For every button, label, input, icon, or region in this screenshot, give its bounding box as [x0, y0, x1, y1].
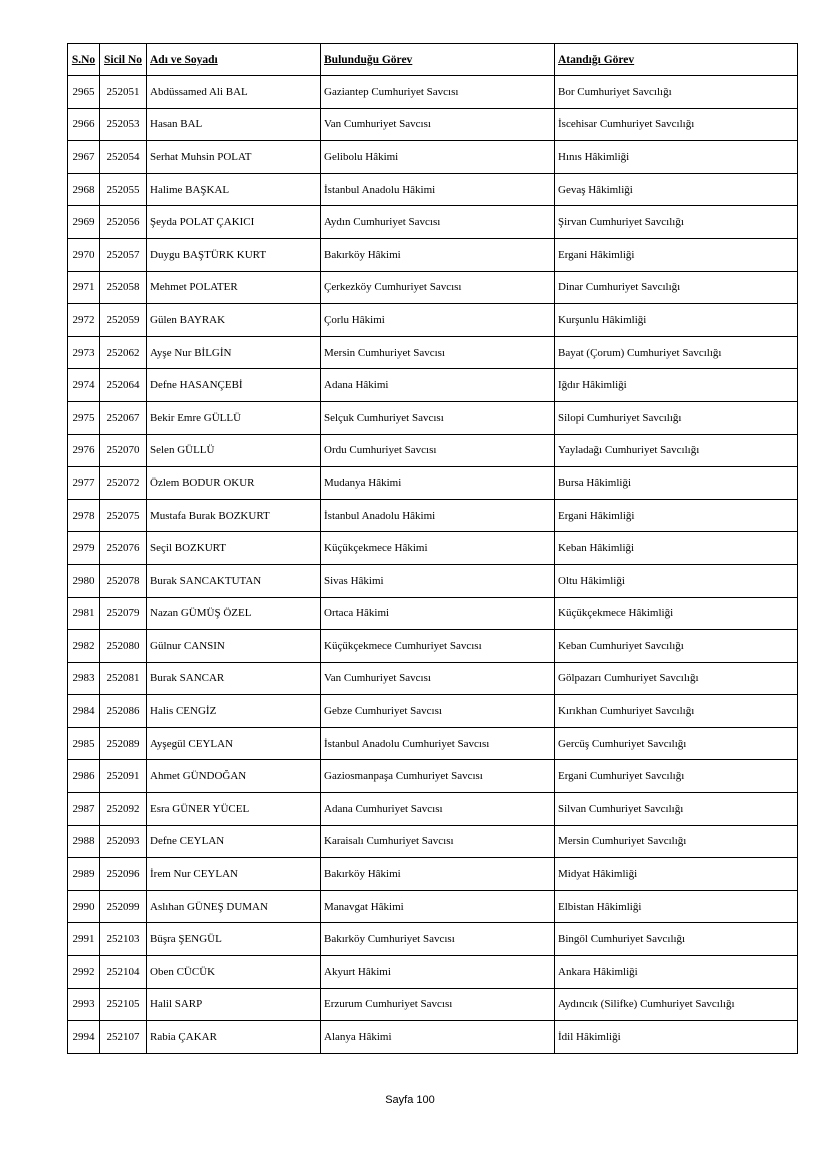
table-row — [68, 890, 798, 923]
cell-current-duty: Bakırköy Hâkimi — [321, 238, 555, 271]
cell-assigned-duty: Silopi Cumhuriyet Savcılığı — [555, 401, 798, 434]
cell-assigned-duty: Midyat Hâkimliği — [555, 858, 798, 891]
cell-name: İrem Nur CEYLAN — [147, 858, 321, 891]
cell-sno: 2979 — [68, 532, 100, 565]
table-row — [68, 695, 798, 728]
cell-sno: 2974 — [68, 369, 100, 402]
cell-current-duty: Adana Hâkimi — [321, 369, 555, 402]
cell-sicil: 252107 — [100, 1021, 147, 1054]
page-number: Sayfa 100 — [385, 1094, 435, 1106]
cell-current-duty: Van Cumhuriyet Savcısı — [321, 108, 555, 141]
table-row — [68, 401, 798, 434]
cell-sicil: 252081 — [100, 662, 147, 695]
cell-name: Halime BAŞKAL — [147, 173, 321, 206]
cell-current-duty: Ordu Cumhuriyet Savcısı — [321, 434, 555, 467]
cell-sicil: 252099 — [100, 890, 147, 923]
cell-sicil: 252051 — [100, 76, 147, 109]
table-row — [68, 988, 798, 1021]
table-row — [68, 1021, 798, 1054]
cell-sicil: 252055 — [100, 173, 147, 206]
cell-current-duty: Adana Cumhuriyet Savcısı — [321, 793, 555, 826]
table-row — [68, 206, 798, 239]
cell-assigned-duty: Bingöl Cumhuriyet Savcılığı — [555, 923, 798, 956]
cell-name: Burak SANCAKTUTAN — [147, 564, 321, 597]
cell-sno: 2987 — [68, 793, 100, 826]
cell-assigned-duty: İdil Hâkimliği — [555, 1021, 798, 1054]
table-row — [68, 727, 798, 760]
cell-sno: 2984 — [68, 695, 100, 728]
cell-current-duty: Karaisalı Cumhuriyet Savcısı — [321, 825, 555, 858]
cell-assigned-duty: Bor Cumhuriyet Savcılığı — [555, 76, 798, 109]
cell-current-duty: Çorlu Hâkimi — [321, 304, 555, 337]
table-row — [68, 564, 798, 597]
cell-current-duty: Erzurum Cumhuriyet Savcısı — [321, 988, 555, 1021]
header-current-duty: Bulunduğu Görev — [321, 44, 555, 76]
cell-sicil: 252096 — [100, 858, 147, 891]
cell-sicil: 252091 — [100, 760, 147, 793]
table-row — [68, 662, 798, 695]
cell-assigned-duty: Kurşunlu Hâkimliği — [555, 304, 798, 337]
table-row — [68, 238, 798, 271]
table-row — [68, 630, 798, 663]
table-row — [68, 858, 798, 891]
table-row — [68, 304, 798, 337]
cell-current-duty: Sivas Hâkimi — [321, 564, 555, 597]
cell-current-duty: Selçuk Cumhuriyet Savcısı — [321, 401, 555, 434]
cell-name: Halis CENGİZ — [147, 695, 321, 728]
cell-assigned-duty: Gevaş Hâkimliği — [555, 173, 798, 206]
cell-current-duty: Alanya Hâkimi — [321, 1021, 555, 1054]
table-row — [68, 956, 798, 989]
table-row — [68, 271, 798, 304]
cell-name: Abdüssamed Ali BAL — [147, 76, 321, 109]
cell-name: Nazan GÜMÜŞ ÖZEL — [147, 597, 321, 630]
cell-name: Gülen BAYRAK — [147, 304, 321, 337]
table-row — [68, 141, 798, 174]
cell-name: Mehmet POLATER — [147, 271, 321, 304]
cell-current-duty: Çerkezköy Cumhuriyet Savcısı — [321, 271, 555, 304]
header-sno: S.No — [68, 44, 100, 76]
cell-assigned-duty: Keban Hâkimliği — [555, 532, 798, 565]
cell-name: Özlem BODUR OKUR — [147, 467, 321, 500]
cell-assigned-duty: Bursa Hâkimliği — [555, 467, 798, 500]
cell-sicil: 252070 — [100, 434, 147, 467]
cell-sno: 2982 — [68, 630, 100, 663]
cell-name: Defne CEYLAN — [147, 825, 321, 858]
cell-sicil: 252105 — [100, 988, 147, 1021]
cell-sicil: 252092 — [100, 793, 147, 826]
cell-sno: 2973 — [68, 336, 100, 369]
cell-sicil: 252058 — [100, 271, 147, 304]
cell-assigned-duty: Küçükçekmece Hâkimliği — [555, 597, 798, 630]
cell-name: Seçil BOZKURT — [147, 532, 321, 565]
table-row — [68, 434, 798, 467]
cell-sno: 2970 — [68, 238, 100, 271]
header-sicil: Sicil No — [100, 44, 147, 76]
cell-name: Mustafa Burak BOZKURT — [147, 499, 321, 532]
cell-name: Serhat Muhsin POLAT — [147, 141, 321, 174]
cell-assigned-duty: Aydıncık (Silifke) Cumhuriyet Savcılığı — [555, 988, 798, 1021]
cell-assigned-duty: Hınıs Hâkimliği — [555, 141, 798, 174]
cell-assigned-duty: Ergani Cumhuriyet Savcılığı — [555, 760, 798, 793]
table-header-row — [68, 44, 798, 76]
cell-sno: 2983 — [68, 662, 100, 695]
cell-sicil: 252078 — [100, 564, 147, 597]
cell-name: Aslıhan GÜNEŞ DUMAN — [147, 890, 321, 923]
cell-name: Ayşe Nur BİLGİN — [147, 336, 321, 369]
cell-name: Selen GÜLLÜ — [147, 434, 321, 467]
cell-sicil: 252075 — [100, 499, 147, 532]
cell-assigned-duty: Mersin Cumhuriyet Savcılığı — [555, 825, 798, 858]
table-row — [68, 793, 798, 826]
cell-assigned-duty: Şirvan Cumhuriyet Savcılığı — [555, 206, 798, 239]
cell-current-duty: Gelibolu Hâkimi — [321, 141, 555, 174]
cell-name: Ayşegül CEYLAN — [147, 727, 321, 760]
cell-assigned-duty: Iğdır Hâkimliği — [555, 369, 798, 402]
cell-sicil: 252064 — [100, 369, 147, 402]
cell-sicil: 252103 — [100, 923, 147, 956]
assignment-table — [67, 43, 798, 1054]
table-row — [68, 825, 798, 858]
cell-current-duty: Ortaca Hâkimi — [321, 597, 555, 630]
header-name: Adı ve Soyadı — [147, 44, 321, 76]
cell-name: Bekir Emre GÜLLÜ — [147, 401, 321, 434]
cell-assigned-duty: Gölpazarı Cumhuriyet Savcılığı — [555, 662, 798, 695]
cell-sno: 2966 — [68, 108, 100, 141]
table-row — [68, 760, 798, 793]
cell-name: Hasan BAL — [147, 108, 321, 141]
cell-current-duty: Küçükçekmece Hâkimi — [321, 532, 555, 565]
cell-sno: 2990 — [68, 890, 100, 923]
cell-sno: 2975 — [68, 401, 100, 434]
cell-sicil: 252067 — [100, 401, 147, 434]
cell-sicil: 252080 — [100, 630, 147, 663]
cell-assigned-duty: Keban Cumhuriyet Savcılığı — [555, 630, 798, 663]
table-row — [68, 76, 798, 109]
cell-assigned-duty: Ergani Hâkimliği — [555, 238, 798, 271]
cell-sicil: 252104 — [100, 956, 147, 989]
table-row — [68, 336, 798, 369]
cell-current-duty: Gaziosmanpaşa Cumhuriyet Savcısı — [321, 760, 555, 793]
cell-name: Ahmet GÜNDOĞAN — [147, 760, 321, 793]
table-row — [68, 108, 798, 141]
cell-current-duty: Küçükçekmece Cumhuriyet Savcısı — [321, 630, 555, 663]
cell-sicil: 252093 — [100, 825, 147, 858]
cell-current-duty: İstanbul Anadolu Hâkimi — [321, 173, 555, 206]
cell-assigned-duty: Elbistan Hâkimliği — [555, 890, 798, 923]
cell-sicil: 252062 — [100, 336, 147, 369]
cell-sicil: 252057 — [100, 238, 147, 271]
cell-name: Duygu BAŞTÜRK KURT — [147, 238, 321, 271]
cell-sicil: 252076 — [100, 532, 147, 565]
cell-assigned-duty: Yayladağı Cumhuriyet Savcılığı — [555, 434, 798, 467]
cell-sno: 2989 — [68, 858, 100, 891]
cell-name: Burak SANCAR — [147, 662, 321, 695]
header-assigned-duty: Atandığı Görev — [555, 44, 798, 76]
cell-sno: 2986 — [68, 760, 100, 793]
cell-sno: 2993 — [68, 988, 100, 1021]
cell-sno: 2988 — [68, 825, 100, 858]
cell-name: Şeyda POLAT ÇAKICI — [147, 206, 321, 239]
cell-current-duty: Gaziantep Cumhuriyet Savcısı — [321, 76, 555, 109]
table-row — [68, 369, 798, 402]
cell-sno: 2968 — [68, 173, 100, 206]
cell-assigned-duty: Gercüş Cumhuriyet Savcılığı — [555, 727, 798, 760]
cell-name: Defne HASANÇEBİ — [147, 369, 321, 402]
cell-assigned-duty: Dinar Cumhuriyet Savcılığı — [555, 271, 798, 304]
cell-sno: 2994 — [68, 1021, 100, 1054]
cell-assigned-duty: Kırıkhan Cumhuriyet Savcılığı — [555, 695, 798, 728]
cell-assigned-duty: Silvan Cumhuriyet Savcılığı — [555, 793, 798, 826]
cell-sno: 2965 — [68, 76, 100, 109]
cell-current-duty: Manavgat Hâkimi — [321, 890, 555, 923]
cell-sno: 2967 — [68, 141, 100, 174]
cell-assigned-duty: Bayat (Çorum) Cumhuriyet Savcılığı — [555, 336, 798, 369]
cell-assigned-duty: İscehisar Cumhuriyet Savcılığı — [555, 108, 798, 141]
cell-current-duty: Akyurt Hâkimi — [321, 956, 555, 989]
cell-name: Rabia ÇAKAR — [147, 1021, 321, 1054]
cell-name: Gülnur CANSIN — [147, 630, 321, 663]
cell-sicil: 252086 — [100, 695, 147, 728]
cell-current-duty: Gebze Cumhuriyet Savcısı — [321, 695, 555, 728]
cell-assigned-duty: Ankara Hâkimliği — [555, 956, 798, 989]
cell-sicil: 252072 — [100, 467, 147, 500]
cell-sno: 2980 — [68, 564, 100, 597]
cell-sno: 2971 — [68, 271, 100, 304]
cell-current-duty: Bakırköy Cumhuriyet Savcısı — [321, 923, 555, 956]
cell-sno: 2981 — [68, 597, 100, 630]
cell-name: Büşra ŞENGÜL — [147, 923, 321, 956]
table-row — [68, 173, 798, 206]
table-row — [68, 499, 798, 532]
cell-sno: 2969 — [68, 206, 100, 239]
cell-current-duty: İstanbul Anadolu Cumhuriyet Savcısı — [321, 727, 555, 760]
cell-current-duty: Mudanya Hâkimi — [321, 467, 555, 500]
table-row — [68, 597, 798, 630]
cell-sicil: 252054 — [100, 141, 147, 174]
cell-sicil: 252056 — [100, 206, 147, 239]
cell-sno: 2977 — [68, 467, 100, 500]
cell-current-duty: Bakırköy Hâkimi — [321, 858, 555, 891]
cell-current-duty: Van Cumhuriyet Savcısı — [321, 662, 555, 695]
cell-sno: 2985 — [68, 727, 100, 760]
cell-sno: 2976 — [68, 434, 100, 467]
cell-name: Halil SARP — [147, 988, 321, 1021]
cell-sno: 2991 — [68, 923, 100, 956]
cell-sno: 2978 — [68, 499, 100, 532]
cell-sicil: 252079 — [100, 597, 147, 630]
cell-current-duty: Aydın Cumhuriyet Savcısı — [321, 206, 555, 239]
cell-sicil: 252053 — [100, 108, 147, 141]
cell-assigned-duty: Oltu Hâkimliği — [555, 564, 798, 597]
table-row — [68, 467, 798, 500]
cell-sno: 2972 — [68, 304, 100, 337]
table-row — [68, 532, 798, 565]
cell-name: Esra GÜNER YÜCEL — [147, 793, 321, 826]
cell-name: Oben CÜCÜK — [147, 956, 321, 989]
table-body — [68, 76, 798, 1054]
table-row — [68, 923, 798, 956]
cell-current-duty: Mersin Cumhuriyet Savcısı — [321, 336, 555, 369]
cell-sicil: 252089 — [100, 727, 147, 760]
cell-assigned-duty: Ergani Hâkimliği — [555, 499, 798, 532]
cell-sno: 2992 — [68, 956, 100, 989]
cell-sicil: 252059 — [100, 304, 147, 337]
cell-current-duty: İstanbul Anadolu Hâkimi — [321, 499, 555, 532]
